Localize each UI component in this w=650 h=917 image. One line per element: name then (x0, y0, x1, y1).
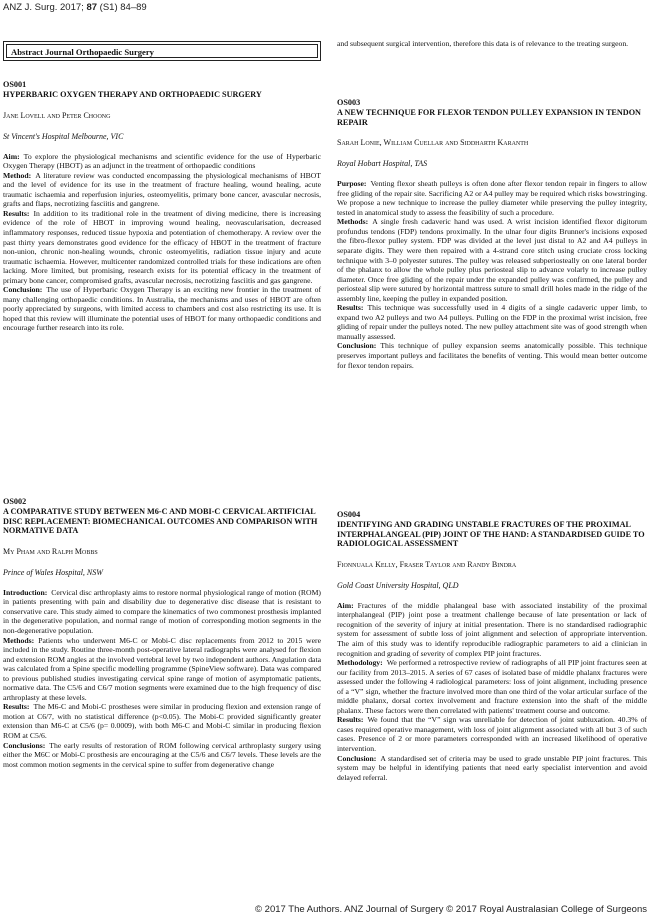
abstract-section (3, 741, 321, 770)
abstract-section (337, 715, 647, 753)
section-label: Methods: (337, 217, 369, 227)
abstract-id: OS002 (3, 497, 27, 506)
section-label: Method: (3, 170, 32, 180)
section-text: A standardised set of criteria may be used to grade unstable PIP joint fractures. This system may be helpful in identifying patients that need early specialist intervention and avoid delayed referral. (337, 753, 647, 782)
section-text: Venting flexor sheath pulleys is often done after flexor tendon repair in fingers to allow free gliding of the repair site. Sacrificing A2 or A4 pulley may be required which risks bowstringing. We propose a new technique to increase the pulley diameter while preserving the pulley integrity, tested in anatomical study to assess the feasibility of such a procedure. (337, 179, 647, 217)
abstract-body (337, 601, 647, 782)
copyright-footer: © 2017 The Authors. ANZ Journal of Surgery © 2017 Royal Australasian College of Surgeons (255, 904, 647, 915)
abstract-id: OS004 (337, 510, 361, 519)
journal-ref-prefix: ANZ J. Surg. 2017; (3, 2, 87, 13)
abstract-section (337, 179, 647, 217)
abstract-authors: Sarah Lonie, William Cuellar and Siddharth Karanth (337, 138, 529, 148)
section-text: Patients who underwent M6-C or Mobi-C disc replacements from 2012 to 2015 were included in the study. Routine three-month post-operative lateral radiographs were analysed for flexion and extension ROM angles at the involved vertebral level by two independent authors. Angulation data was calculated from a Spine specific modelling programme (SpineView software). Data was compared to previous published studies investigating cervical spine range of motion of asymptomatic patients, normative data. The C5/6 and C6/7 motion segments were examined due to the high frequency of disc arthroplasty at these levels. (3, 635, 321, 702)
section-text: In addition to its traditional role in the treatment of diving medicine, there is increasing evidence of the role of HBOT in improving wound healing, neovascularisation, decreased inflammatory responses, reduced tissue hypoxia and potentiation of chemotherapy. A review over the past thirty years demonstrates good evidence for the efficacy of HBOT in the treatment of fracture non-union, chronic non-healing wounds, chronic osteomyelitis, radiation tissue injury and acute traumatic ischaemia. However, multicenter randomized controlled trials for these indications are often lacking. More limited, but promising, research exists for its potential efficacy in the treatment of primary bone cancer, compromised grafts, avascular necrosis, necrotizing fasciitis and gas gangrene. (3, 208, 321, 285)
abstract-authors: Jane Lovell and Peter Choong (3, 110, 111, 120)
abstract-body (337, 179, 647, 370)
abstract-section (337, 341, 647, 370)
section-label: Introduction: (3, 587, 48, 597)
abstract-title: HYPERBARIC OXYGEN THERAPY AND ORTHOPAEDIC SURGERY (3, 90, 262, 99)
section-text: This technique was successfully used in 4 digits of a single cadaveric upper limb, to expand two A2 pulleys and two A4 pulleys. Pulling on the FDP in the proximal wrist incision, free gliding of repair under the pulleys noted. The new pulley attachment site was of good strength when manually assessed. (337, 303, 647, 341)
section-label: Conclusion: (337, 341, 377, 351)
section-heading: Abstract Journal Orthopaedic Surgery (6, 44, 318, 58)
abstract-section (337, 658, 647, 715)
abstract-section (337, 217, 647, 303)
abstract-id: OS003 (337, 98, 361, 107)
section-heading-box (3, 41, 321, 61)
abstract-affiliation: St Vincent's Hospital Melbourne, VIC (3, 131, 124, 141)
abstract-body (3, 152, 321, 333)
section-text: This technique of pulley expansion seems anatomically possible. This technique preserves important pulleys and facilitates the benefits of venting. This would mean better outcome for flexor tendon repairs. (337, 341, 647, 370)
section-text: To explore the physiological mechanisms and scientific evidence for the use of Hyperbaric Oxygen Therapy (HBOT) as an adjunct in the treatment of orthopaedic conditions (3, 151, 321, 171)
carryover-text-block (337, 39, 647, 49)
abstract-section (3, 285, 321, 333)
section-label: Results: (337, 303, 364, 313)
abstract-section (3, 588, 321, 636)
section-label: Results: (337, 715, 364, 725)
section-text: The use of Hyperbaric Oxygen Therapy is an exciting new frontier in the treatment of many challenging orthopaedic conditions. In Australia, the mechanisms and uses of HBOT are often poorly appreciated by surgeons, with limited access to chambers and cost also restricting its use. It is hoped that this review will illuminate the potential uses of HBOT for many orthopaedic conditions and encourage further research into its role. (3, 285, 321, 333)
section-text: A literature review was conducted encompassing the physiological mechanisms of HBOT and the level of evidence for its use in the treatment of fracture healing, wound healing, acute traumatic ischaemia and reperfusion injuries, osteomyelitis, primary bone cancer, avascular necrosis, grafts and flaps, necrotizing fasciitis and gangrene. (3, 170, 321, 209)
section-label: Results: (3, 702, 30, 712)
abstract-body (3, 588, 321, 769)
abstract-os002 (3, 497, 321, 769)
abstract-section (3, 209, 321, 285)
section-label: Purpose: (337, 179, 367, 189)
section-label: Methodology: (337, 658, 383, 668)
section-text: We performed a retrospective review of radiographs of all PIP joint fractures seen at our facility from 2013–2015. A series of 67 cases of isolated base of middle phalanx fractures were assessed under the following 4 radiological parameters: loss of joint alignment, including presence of a “V” sign, whether the fracture involved more than one third of the volar articular surface of the middle phalanx, dorsal cortex involvement and fracture extension into the shaft of the middle phalanx. These factors were then correlated with patients' treatment course and outcome. (337, 658, 647, 715)
abstract-section (3, 152, 321, 171)
abstract-title: IDENTIFYING AND GRADING UNSTABLE FRACTURES OF THE PROXIMAL INTERPHALANGEAL (PIP) JOINT OF THE HAND: A STANDARDISED GUIDE TO RADIOLOGICAL ASSESSMENT (337, 520, 645, 549)
section-text: The M6-C and Mobi-C prostheses were similar in producing flexion and extension range of motion at C6/7, with no statistical difference (p<0.05). The Mobi-C provided significantly greater extension than M6-C at C5/6 (p= 0.0009), with both M6-C and Mobi-C similar in producing flexion ROM at C5/6. (3, 702, 321, 740)
abstract-os004 (337, 510, 647, 782)
section-label: Results: (3, 208, 30, 218)
journal-volume: 87 (86, 2, 98, 13)
abstract-authors: My Pham and Ralph Mobbs (3, 546, 98, 556)
abstract-section (337, 754, 647, 783)
section-label: Conclusions: (3, 740, 46, 750)
section-label: Methods: (3, 635, 35, 645)
journal-reference (3, 2, 147, 13)
journal-issue-pages: (S1) 84–89 (97, 2, 147, 13)
section-text: Fractures of the middle phalangeal base with associated instability of the proximal interphalangeal (PIP) joint pose a treatment challenge because of late presentation or lack of recognition of the severity of injury at initial presentation. There is no standardised radiographic system for assessment of subtle loss of joint alignment and selection of appropriate intervention. The aim of this study was to identify reproducible radiographic parameters to aid a clinician in recognition and grading of severity of complex PIP joint fractures. (337, 600, 647, 658)
abstract-section (337, 601, 647, 658)
section-text: The early results of restoration of ROM following cervical arthroplasty surgery using either the M6C or Mobi-C prosthesis are encouraging at the C5/6 and C6/7 levels. These levels are the most common motion segments in the cervical spine to suffer from degenerative change (3, 740, 321, 769)
section-label: Aim: (3, 151, 20, 161)
abstract-section (3, 636, 321, 703)
abstract-affiliation: Royal Hobart Hospital, TAS (337, 159, 428, 169)
abstract-section (3, 171, 321, 209)
section-text: Cervical disc arthroplasty aims to restore normal physiological range of motion (ROM) in patients presenting with pain and disability due to degenerative disc disease that is resistant to conservative care. This study aimed to compare the kinematics of two commonest prosthesis implanted in the degenerative population, and normal range of motion of corresponding motion segments in the non-degenerative population. (3, 587, 321, 635)
section-label: Conclusion: (337, 753, 377, 763)
abstract-affiliation: Gold Coast University Hospital, QLD (337, 580, 459, 590)
abstract-affiliation: Prince of Wales Hospital, NSW (3, 567, 103, 577)
abstract-os001 (3, 80, 321, 333)
abstract-section (337, 303, 647, 341)
section-label: Conclusion: (3, 285, 43, 295)
abstract-authors: Fionnuala Kelly, Fraser Taylor and Randy Bindra (337, 559, 517, 569)
abstract-section (3, 702, 321, 740)
section-text: We found that the “V” sign was unreliable for detection of joint subluxation. 40.3% of cases required operative management, with loss of joint alignment associated with all but 3 of such cases. Presence of 2 or more parameters corresponded with an increased likelihood of operative intervention. (337, 715, 647, 753)
abstract-title: A NEW TECHNIQUE FOR FLEXOR TENDON PULLEY EXPANSION IN TENDON REPAIR (337, 108, 641, 127)
abstract-os003 (337, 98, 647, 370)
section-label: Aim: (337, 600, 354, 610)
abstract-title: A COMPARATIVE STUDY BETWEEN M6-C AND MOBI-C CERVICAL ARTIFICIAL DISC REPLACEMENT: BIOMECHANICAL OUTCOMES AND COMPARISON WITH NORMATIVE DATA (3, 507, 318, 536)
abstract-id: OS001 (3, 80, 27, 89)
carryover-paragraph: and subsequent surgical intervention, therefore this data is of relevance to the treating surgeon. (337, 39, 629, 48)
section-text: A single fresh cadaveric hand was used. A wrist incision identified flexor digitorum profundus tendons (FDP) tendons proximally. In the ulnar four digits Brunner's incisions exposed the fibro-flexor pulley system. FDP was divided at the level just distal to A2 and A4 pulleys in separate digits. They were then repaired with a 4-strand core stitch using cruciate cross locking technique with 3–0 polyester sutures. The pulley was released subperiosteally on one lateral border of the phalanx to allow the whole pulley plus periosteal slip to advance volarly to increase pulley diameter. Once free gliding of the repair under the expanded pulley was confirmed, the pulley and periosteal slip were sutured by horizontal mattress suture to small drill holes made in the ridge of the assembly line, keeping the pulley in expanded position. (337, 217, 647, 303)
